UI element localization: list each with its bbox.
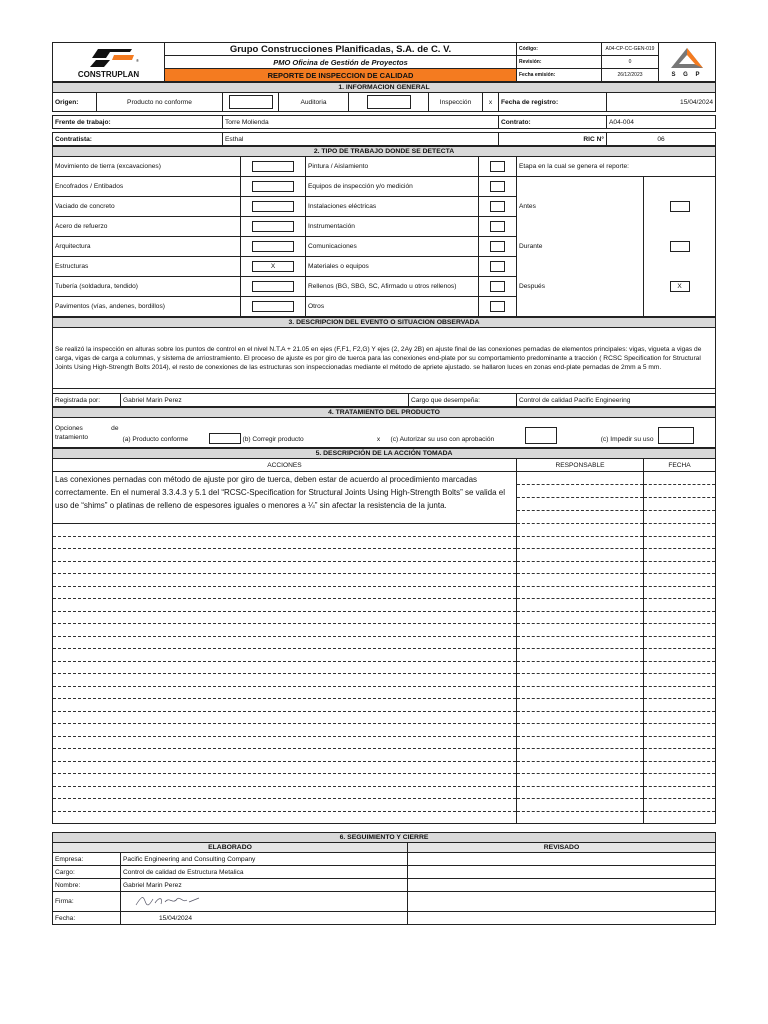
work-type-checkbox[interactable]: [241, 157, 306, 177]
action-blank-row[interactable]: [53, 761, 716, 774]
action-blank-row[interactable]: [53, 736, 716, 749]
work-type-label: Estructuras: [53, 257, 241, 277]
work-type-label: Equipos de inspección y/o medición: [306, 177, 479, 197]
sgp-logo: [659, 43, 716, 82]
revision-label: Revisión:: [517, 56, 602, 69]
emision-label: Fecha emisión:: [517, 69, 602, 82]
work-type-label: Otros: [306, 297, 479, 317]
quality-report-sheet: [52, 42, 715, 925]
work-type-checkbox[interactable]: [479, 237, 517, 257]
action-blank-row[interactable]: [53, 524, 716, 537]
action-blank-row[interactable]: [53, 561, 716, 574]
action-blank-row[interactable]: [53, 536, 716, 549]
etapa-antes-label: Antes: [517, 197, 644, 217]
work-type-label: Acero de refuerzo: [53, 217, 241, 237]
action-blank-row[interactable]: [53, 774, 716, 787]
nombre-label: Nombre:: [53, 879, 121, 892]
codigo-label: Código:: [517, 43, 602, 56]
section-4-title: 4. TRATAMIENTO DEL PRODUCTO: [53, 408, 716, 418]
frente-value: Torre Molienda: [223, 116, 499, 129]
action-blank-row[interactable]: [53, 724, 716, 737]
cargo-value: Control de calidad de Estructura Metalica: [121, 866, 408, 879]
etapa-durante-checkbox[interactable]: [644, 237, 716, 257]
firma-signature: [121, 892, 408, 912]
action-blank-row[interactable]: [53, 599, 716, 612]
revision-value: 0: [602, 56, 659, 69]
action-blank-row[interactable]: [53, 699, 716, 712]
work-type-label: Arquitectura: [53, 237, 241, 257]
ric-label: RIC N°: [499, 133, 607, 146]
action-blank-row[interactable]: [53, 786, 716, 799]
auditoria-box[interactable]: [349, 93, 429, 112]
fecha-registro-label: Fecha de registro:: [499, 93, 607, 112]
work-type-label: Encofrados / Entibados: [53, 177, 241, 197]
work-type-label: Movimiento de tierra (excavaciones): [53, 157, 241, 177]
firma-label: Firma:: [53, 892, 121, 912]
emision-value: 26/12/2023: [602, 69, 659, 82]
opciones-tratamiento-label: Opciones de tratamiento: [53, 418, 121, 448]
work-type-label: Instalaciones eléctricas: [306, 197, 479, 217]
action-blank-row[interactable]: [53, 711, 716, 724]
construplan-logo-icon: [74, 46, 144, 68]
work-type-checkbox[interactable]: [241, 277, 306, 297]
section-tratamiento: [52, 407, 716, 448]
work-type-checkbox[interactable]: [479, 277, 517, 297]
origen-producto-no-conforme: Producto no conforme: [97, 93, 223, 112]
work-type-checkbox[interactable]: [241, 297, 306, 317]
fecha-label: Fecha:: [53, 912, 121, 925]
action-description: Las conexiones pernadas con método de ajuste por giro de tuerca, deben estar de acuerdo al procedimiento marcadas correctamente. En el numeral 3.3.4.3 y 5.1 del “RCSC-Specification for Structural Joints Using High-Strength Bolts” se valida el uso de “shims” o platinas de relleno de espesores iguales o menores a ¼” sin afectar la resistencia de la junta.: [53, 472, 517, 524]
section-6-title: 6. SEGUIMIENTO Y CIERRE: [53, 833, 716, 843]
work-type-label: Vaciado de concreto: [53, 197, 241, 217]
origen-inspeccion: Inspección: [429, 93, 483, 112]
opt-d-box[interactable]: [656, 418, 716, 448]
work-type-label: Materiales o equipos: [306, 257, 479, 277]
work-type-checkbox[interactable]: [479, 197, 517, 217]
work-type-label: Pintura / Aislamiento: [306, 157, 479, 177]
etapa-durante-label: Durante: [517, 237, 644, 257]
sgp-triangle-icon: [669, 47, 705, 69]
registrada-label: Registrada por:: [53, 394, 121, 407]
fecha-registro-value: 15/04/2024: [607, 93, 716, 112]
opt-a-label: (a) Producto conforme: [121, 418, 207, 448]
company-name: Grupo Construcciones Planificadas, S.A. de C. V.: [165, 43, 517, 56]
contratista-value: Esthal: [223, 133, 499, 146]
section-accion-tomada: [52, 448, 716, 824]
section-seguimiento-cierre: [52, 832, 716, 925]
opt-c-label: (c) Autorizar su uso con aprobación: [389, 418, 523, 448]
action-blank-row[interactable]: [53, 624, 716, 637]
work-type-checkbox[interactable]: X: [241, 257, 306, 277]
nombre-value: Gabriel Marin Perez: [121, 879, 408, 892]
work-type-label: Comunicaciones: [306, 237, 479, 257]
empresa-label: Empresa:: [53, 853, 121, 866]
col-fecha: FECHA: [644, 459, 716, 472]
inspeccion-box[interactable]: x: [483, 93, 499, 112]
section-5-title: 5. DESCRIPCIÓN DE LA ACCIÓN TOMADA: [53, 449, 716, 459]
office-name: PMO Oficina de Gestión de Proyectos: [165, 56, 517, 69]
elaborado-header: ELABORADO: [53, 843, 408, 853]
section-tipo-trabajo: [52, 146, 716, 317]
work-type-checkbox[interactable]: [241, 237, 306, 257]
opt-a-box[interactable]: [207, 418, 241, 448]
cargo-desempena-value: Control de calidad Pacific Engineering: [517, 394, 716, 407]
producto-no-conforme-box[interactable]: [223, 93, 279, 112]
work-type-label: Instrumentación: [306, 217, 479, 237]
work-type-checkbox[interactable]: [479, 177, 517, 197]
report-title: REPORTE DE INSPECCION DE CALIDAD: [165, 69, 517, 82]
action-blank-row[interactable]: [53, 799, 716, 812]
etapa-despues-label: Después: [517, 277, 644, 297]
registrada-value: Gabriel Marin Perez: [121, 394, 409, 407]
sgp-text: S G P: [671, 71, 703, 78]
work-type-label: Pavimentos (vías, andenes, bordillos): [53, 297, 241, 317]
revisado-header: REVISADO: [408, 843, 716, 853]
cargo-desempena-label: Cargo que desempeña:: [409, 394, 517, 407]
action-blank-row[interactable]: [53, 674, 716, 687]
logo-text: CONSTRUPLAN: [77, 69, 140, 79]
etapa-label: Etapa en la cual se genera el reporte:: [517, 157, 716, 177]
work-type-label: Rellenos (BG, SBG, SC, Afirmado u otros rellenos): [306, 277, 479, 297]
work-type-label: Tubería (soldadura, tendido): [53, 277, 241, 297]
action-blank-row[interactable]: [53, 636, 716, 649]
ric-value: 06: [607, 133, 716, 146]
section-informacion-general: [52, 82, 716, 146]
action-blank-row[interactable]: [53, 586, 716, 599]
event-description: Se realizó la inspección en alturas sobre los puntos de control en el nivel N.T.A + 21.05 en ejes (F,F1, F2,G) Y ejes (2, 2Ay 2B) en ajuste final de las conexiones pernadas de elementos principales: vigas, vigueta a vigas de carga, vigas de carga a columnas, y sistema de arriostramiento. El proceso de ajuste es por giro de tuerca para las conexiones end-plate por su comportamiento predominante a tracción ( RCSC Specification for Structural Joints Using High-Strength Bolts 2014), el resto de conexiones de las estructuras son inspeccionadas mediante el método de apriete ajustado. se hallaron luces en zonas end-plate pernadas de 2mm a 5 mm.: [53, 328, 716, 389]
empresa-value: Pacific Engineering and Consulting Company: [121, 853, 408, 866]
work-type-checkbox[interactable]: [241, 217, 306, 237]
col-acciones: ACCIONES: [53, 459, 517, 472]
company-logo: [53, 43, 165, 82]
etapa-despues-checkbox[interactable]: X: [644, 277, 716, 297]
opt-d-label: (c) Impedir su uso: [581, 418, 656, 448]
opt-b-mark[interactable]: x: [369, 418, 389, 448]
action-blank-row[interactable]: [53, 811, 716, 824]
origen-label: Origen:: [53, 93, 97, 112]
col-responsable: RESPONSABLE: [517, 459, 644, 472]
work-type-checkbox[interactable]: [479, 297, 517, 317]
contrato-label: Contrato:: [499, 116, 607, 129]
work-type-checkbox[interactable]: [479, 157, 517, 177]
etapa-antes-checkbox[interactable]: [644, 197, 716, 217]
action-blank-row[interactable]: [53, 649, 716, 662]
action-blank-row[interactable]: [53, 749, 716, 762]
contrato-value: A04-004: [607, 116, 716, 129]
action-blank-row[interactable]: [53, 574, 716, 587]
svg-text:®: ®: [135, 57, 139, 63]
action-blank-row[interactable]: [53, 686, 716, 699]
report-header: [52, 42, 716, 82]
signature-icon: [133, 893, 203, 909]
section-2-title: 2. TIPO DE TRABAJO DONDE SE DETECTA: [53, 147, 716, 157]
frente-label: Frente de trabajo:: [53, 116, 223, 129]
opt-c-box[interactable]: [523, 418, 581, 448]
opt-b-label: (b) Corregir producto: [241, 418, 369, 448]
work-type-checkbox[interactable]: [241, 177, 306, 197]
action-blank-row[interactable]: [53, 611, 716, 624]
fecha-value: 15/04/2024: [121, 912, 408, 925]
action-blank-row[interactable]: [53, 549, 716, 562]
section-1-title: 1. INFORMACION GENERAL: [53, 83, 716, 93]
work-type-checkbox[interactable]: [241, 197, 306, 217]
section-3-title: 3. DESCRIPCION DEL EVENTO O SITUACION OBSERVADA: [53, 318, 716, 328]
action-blank-row[interactable]: [53, 661, 716, 674]
codigo-value: A04-CP-CC-GEN-019: [602, 43, 659, 56]
cargo-label: Cargo:: [53, 866, 121, 879]
contratista-label: Contratista:: [53, 133, 223, 146]
work-type-checkbox[interactable]: [479, 217, 517, 237]
section-descripcion-evento: [52, 317, 716, 407]
work-type-checkbox[interactable]: [479, 257, 517, 277]
origen-auditoria: Auditoria: [279, 93, 349, 112]
